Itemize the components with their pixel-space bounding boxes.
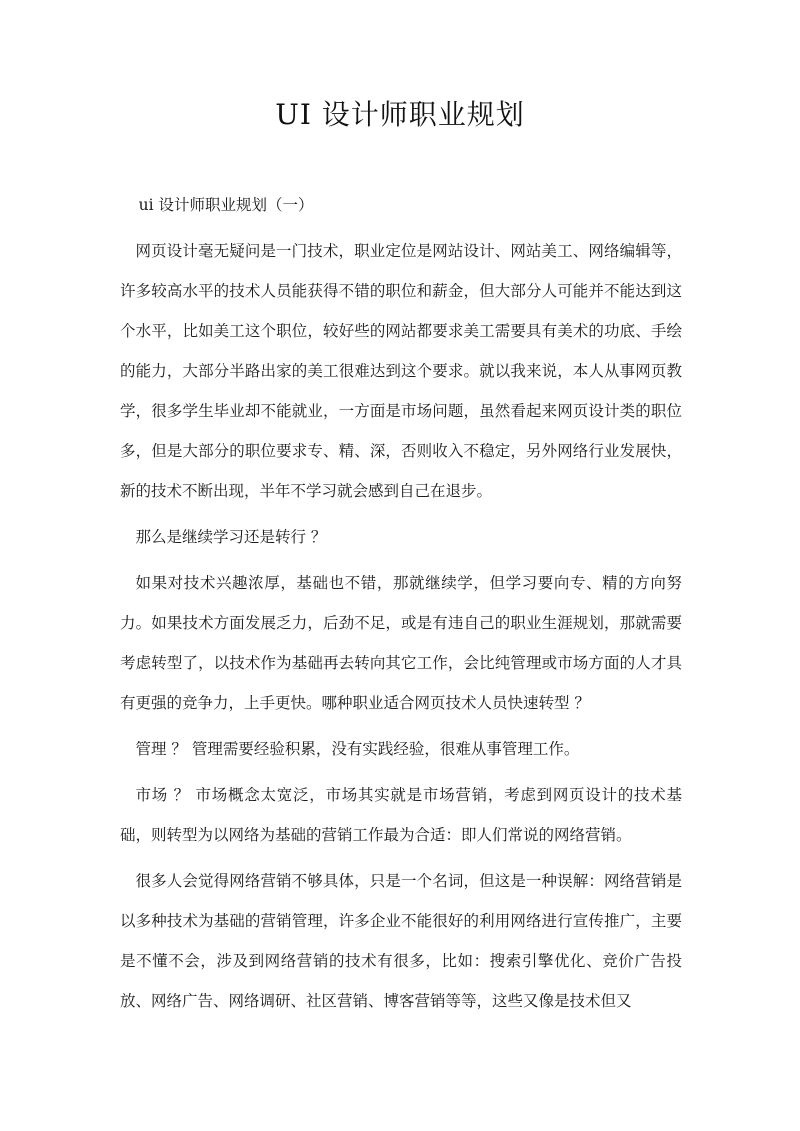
paragraph-transition: 如果对技术兴趣浓厚，基础也不错，那就继续学，但学习要向专、精的方向努力。如果技术方面发展乏力，后劲不足，或是有违自己的职业生涯规划，那就需要考虑转型了，以技术作为基础再去转向其它工作，会比纯管理或市场方面的人才具有更强的竞争力，上手更快。哪种职业适合网页技术人员快速转型 ？ [120, 574, 682, 712]
paragraph-management: 管理 ？ 管理需要经验积累，没有实践经验，很难从事管理工作。 [135, 740, 580, 758]
document-body [120, 185, 682, 1027]
paragraph-market: 市场 ？ 市场概念太宽泛，市场其实就是市场营销，考虑到网页设计的技术基础，则转型为以网络为基础的营销工作最为合适：即人们常说的网络营销。 [120, 786, 682, 844]
section-heading: ui 设计师职业规划（一） [138, 196, 314, 214]
paragraph-intro: 网页设计毫无疑问是一门技术，职业定位是网站设计、网站美工、网络编辑等，许多较高水平的技术人员能获得不错的职位和薪金，但大部分人可能并不能达到这个水平，比如美工这个职位，较好些的网站都要求美工需要具有美术的功底、手绘的能力，大部分半路出家的美工很难达到这个要求。就以我来说，本人从事网页教学，很多学生毕业却不能就业，一方面是市场问题，虽然看起来网页设计类的职位多，但是大部分的职位要求专、精、深，否则收入不稳定，另外网络行业发展快，新的技术不断出现，半年不学习就会感到自己在退步。 [120, 242, 682, 500]
document-title: UI 设计师职业规划 [275, 98, 525, 131]
paragraph-network-marketing: 很多人会觉得网络营销不够具体，只是一个名词，但这是一种误解：网络营销是以多种技术为基础的营销管理，许多企业不能很好的利用网络进行宣传推广，主要是不懂不会，涉及到网络营销的技术有很多，比如：搜索引擎优化、竞价广告投放、网络广告、网络调研、社区营销、博客营销等等，这些又像是技术但又 [120, 872, 682, 1010]
paragraph-question: 那么是继续学习还是转行 ？ [135, 528, 327, 546]
